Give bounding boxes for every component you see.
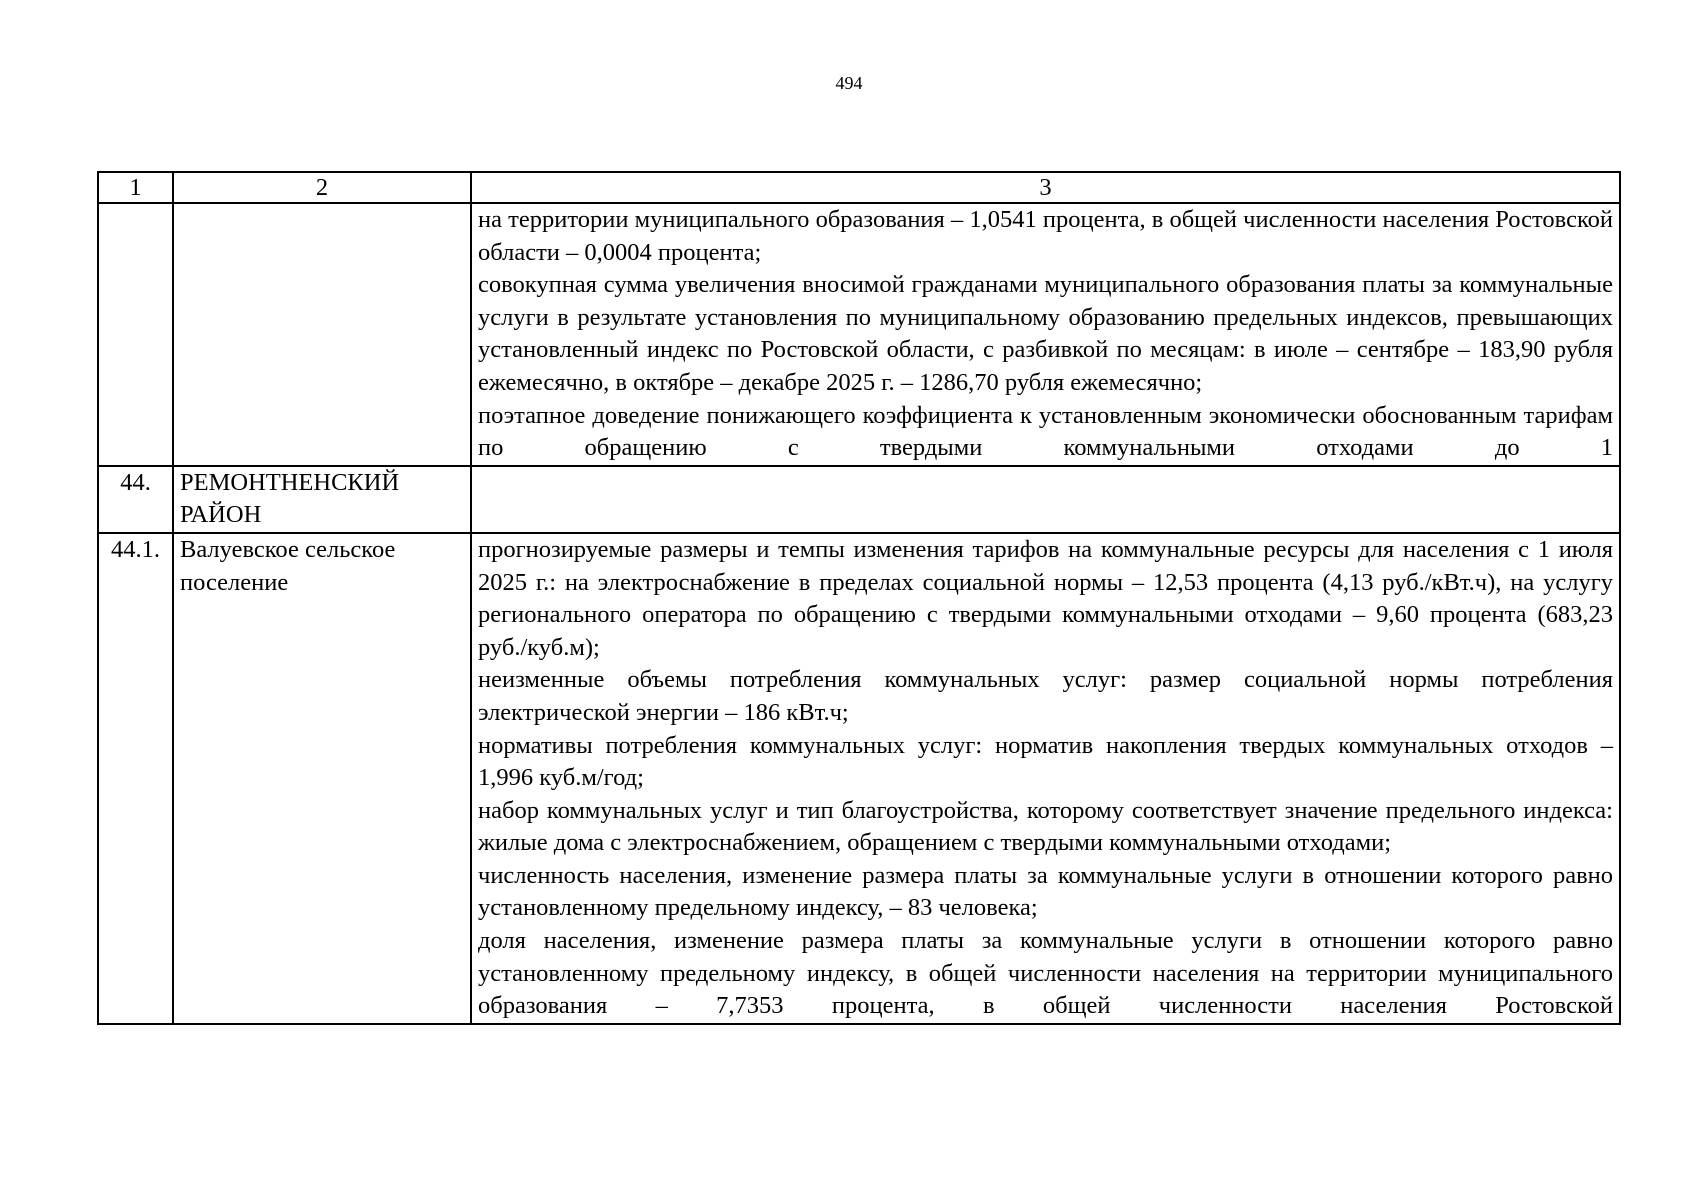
description-paragraph: доля населения, изменение размера платы за коммунальные услуги в отношении которого равно установленному предельному индексу, в общей численности населения на территории муниципального образования – 7,7353 процента, в общей численности населения Ростовской [478,927,1613,1020]
district-name: РЕМОНТНЕНСКИЙ РАЙОН [173,466,471,533]
table-row [98,203,1620,466]
description-paragraph: совокупная сумма увеличения вносимой гражданами муниципального образования платы за коммунальные услуги в результате установления по муниципальному образованию предельных индексов, превышающих установленный индекс по Ростовской области, с разбивкой по месяцам: в июле – сентябре – 183,90 рубля ежемесячно, в октябре – декабре 2025 г. – 1286,70 рубля ежемесячно; [478,271,1613,396]
description-paragraph: численность населения, изменение размера платы за коммунальные услуги в отношении которого равно установленному предельному индексу, – 83 человека; [478,861,1613,922]
row-description [471,203,1620,466]
page-number: 494 [835,73,863,93]
description-paragraph: набор коммунальных услуг и тип благоустройства, которому соответствует значение предельного индекса: жилые дома с электроснабжением, обращением с твердыми коммунальными отходами; [478,796,1613,857]
row-description [471,466,1620,533]
column-header-2: 2 [173,172,471,203]
column-header-3: 3 [471,172,1620,203]
table-row [98,466,1620,533]
row-number: 44. [98,466,173,533]
municipality-name: Валуевское сельское поселение [173,533,471,1024]
row-description [471,533,1620,1024]
row-number: 44.1. [98,533,173,1024]
table-row [98,533,1620,1024]
description-paragraph: поэтапное доведение понижающего коэффициента к установленным экономически обоснованным тарифам по обращению с твердыми коммунальными отходами до 1 [478,401,1613,462]
row-number [98,203,173,466]
description-paragraph: на территории муниципального образования – 1,0541 процента, в общей численности населения Ростовской области – 0,0004 процента; [478,206,1613,266]
description-paragraph: прогнозируемые размеры и темпы изменения тарифов на коммунальные ресурсы для населения с 1 июля 2025 г.: на электроснабжение в пределах социальной нормы – 12,53 процента (4,13 руб./кВт.ч), на услугу регионального оператора по обращению с твердыми коммунальными отходами – 9,60 процента (683,23 руб./куб.м); [478,535,1613,661]
description-paragraph: нормативы потребления коммунальных услуг: норматив накопления твердых коммунальных отходов – 1,996 куб.м/год; [478,731,1613,792]
column-header-1: 1 [98,172,173,203]
table-header-row [98,172,1620,203]
data-table [97,171,1621,1025]
description-paragraph: неизменные объемы потребления коммунальных услуг: размер социальной нормы потребления электрической энергии – 186 кВт.ч; [478,666,1613,726]
municipality-name [173,203,471,466]
